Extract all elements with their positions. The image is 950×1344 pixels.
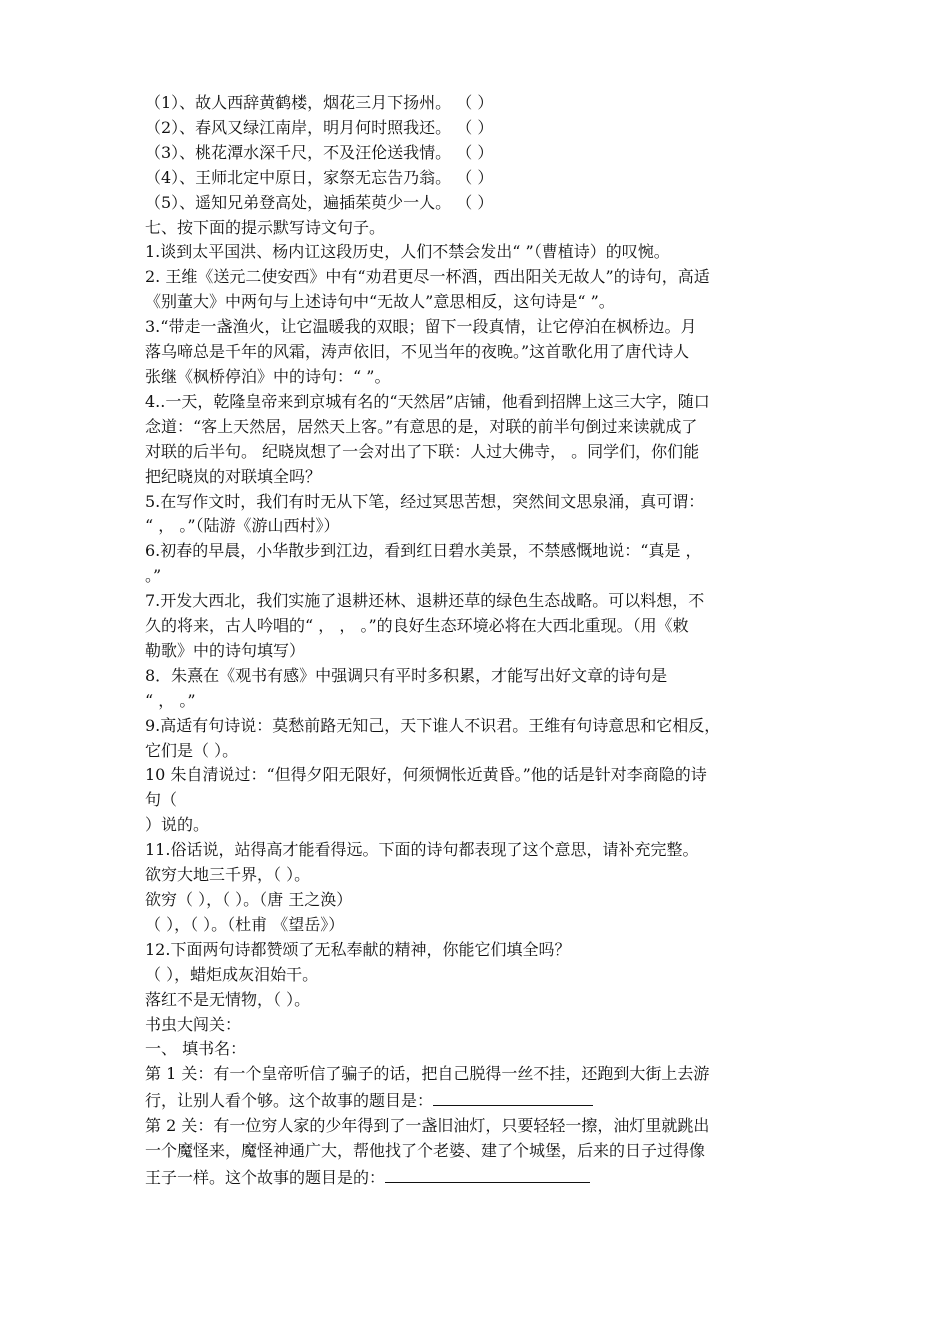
question-2-line: 《别董大》中两句与上述诗句中“无故人”意思相反，这句诗是“ ”。 xyxy=(145,292,615,312)
question-3-line: 落乌啼总是千年的风霜，涛声依旧，不见当年的夜晚。”这首歌化用了唐代诗人 xyxy=(145,342,690,362)
question-11-line: 欲穷大地三千界，（ ）。 xyxy=(145,865,311,885)
question-5-line: “ ， 。”（陆游《游山西村》） xyxy=(145,516,340,536)
matching-item: （2）、春风又绿江南岸，明月何时照我还。 （ ） xyxy=(145,117,494,137)
bookworm-title: 书虫大闯关： xyxy=(145,1014,242,1034)
level-2-line: 一个魔怪来，魔怪神通广大，帮他找了个老婆、建了个城堡，后来的日子过得像 xyxy=(145,1141,706,1161)
question-4-line: 念道：“客上天然居，居然天上客。”有意思的是，对联的前半句倒过来读就成了 xyxy=(145,416,698,436)
question-9-line: 9.高适有句诗说：莫愁前路无知己，天下谁人不识君。王维有句诗意思和它相反， xyxy=(145,715,721,735)
document-content xyxy=(145,91,815,1191)
question-7-line: 7.开发大西北，我们实施了退耕还林、退耕还草的绿色生态战略。可以料想，不 xyxy=(145,591,705,611)
question-11-line: 11.俗话说，站得高才能看得远。下面的诗句都表现了这个意思，请补充完整。 xyxy=(145,840,699,860)
level-2-answer-line xyxy=(145,1164,815,1191)
question-2-line: 2. 王维《送元二使安西》中有“劝君更尽一杯酒，西出阳关无故人”的诗句，高适 xyxy=(145,267,710,287)
matching-item: （1）、故人西辞黄鹤楼，烟花三月下扬州。 （ ） xyxy=(145,93,494,112)
question-7-line: 勒歌》中的诗句填写） xyxy=(145,640,306,660)
question-6-line: 。” xyxy=(145,566,162,586)
question-4-line: 4..一天，乾隆皇帝来到京城有名的“天然居”店铺，他看到招牌上这三大字，随口 xyxy=(145,391,710,411)
question-12-line: （ ），蜡炬成灰泪始干。 xyxy=(145,964,319,984)
question-1: 1.谈到太平国洪、杨内讧这段历史，人们不禁会发出“ ”（曹植诗）的叹惋。 xyxy=(145,242,670,262)
level-1-answer-line xyxy=(145,1087,815,1114)
question-7-line: 久的将来，古人吟唱的“ ， ， 。”的良好生态环境必将在大西北重现。（用《敕 xyxy=(145,616,689,636)
question-12-line: 12.下面两句诗都赞颂了无私奉献的精神，你能它们填全吗？ xyxy=(145,939,571,959)
section-heading: 七、按下面的提示默写诗文句子。 xyxy=(145,217,386,237)
matching-item: （3）、桃花潭水深千尺，不及汪伦送我情。 （ ） xyxy=(145,142,494,162)
level-1-answer-blank[interactable] xyxy=(433,1087,593,1106)
question-6-line: 6.初春的早晨，小华散步到江边，看到红日碧水美景，不禁感慨地说：“真是 ， xyxy=(145,541,702,561)
level-2-answer-blank[interactable] xyxy=(385,1164,590,1183)
question-3-line: 张继《枫桥停泊》中的诗句：“ ”。 xyxy=(145,366,391,386)
question-4-line: 对联的后半句。 纪晓岚想了一会对出了下联：人过大佛寺， 。同学们，你们能 xyxy=(145,441,700,461)
question-11-line: 欲穷（ ），（ ）。（唐 王之涣） xyxy=(145,890,353,909)
question-9-line: 它们是（ ）。 xyxy=(145,740,239,760)
question-8-line: 8．朱熹在《观书有感》中强调只有平时多积累，才能写出好文章的诗句是 xyxy=(145,665,668,685)
level-1-line: 第 1 关：有一个皇帝听信了骗子的话，把自己脱得一丝不挂，还跑到大街上去游 xyxy=(145,1064,710,1084)
question-10-line: 10 朱自清说过：“但得夕阳无限好，何须惆怅近黄昏。”他的话是针对李商隐的诗 xyxy=(145,765,707,785)
question-11-line: （ ），（ ）。（杜甫 《望岳》） xyxy=(145,914,345,934)
level-2-line: 第 2 关：有一位穷人家的少年得到了一盏旧油灯，只要轻轻一擦，油灯里就跳出 xyxy=(145,1116,710,1136)
question-12-line: 落红不是无情物，（ ）。 xyxy=(145,989,311,1009)
part-1-heading: 一、 填书名： xyxy=(145,1039,247,1059)
level-1-prompt: 行，让别人看个够。这个故事的题目是： xyxy=(145,1091,434,1111)
matching-item: （5）、遥知兄弟登高处，遍插茱萸少一人。 （ ） xyxy=(145,192,494,212)
question-10-line: 句（ xyxy=(145,790,178,810)
question-5-line: 5.在写作文时，我们有时无从下笔，经过冥思苦想，突然间文思泉涌，真可谓： xyxy=(145,491,705,511)
question-3-line: 3.“带走一盏渔火，让它温暖我的双眼；留下一段真情，让它停泊在枫桥边。月 xyxy=(145,317,697,337)
matching-item: （4）、王师北定中原日，家祭无忘告乃翁。 （ ） xyxy=(145,167,494,187)
level-2-prompt: 王子一样。这个故事的题目是的： xyxy=(145,1167,386,1187)
question-10-line: ）说的。 xyxy=(145,815,210,835)
question-8-line: “ ， 。” xyxy=(145,690,196,710)
question-4-line: 把纪晓岚的对联填全吗？ xyxy=(145,466,322,486)
